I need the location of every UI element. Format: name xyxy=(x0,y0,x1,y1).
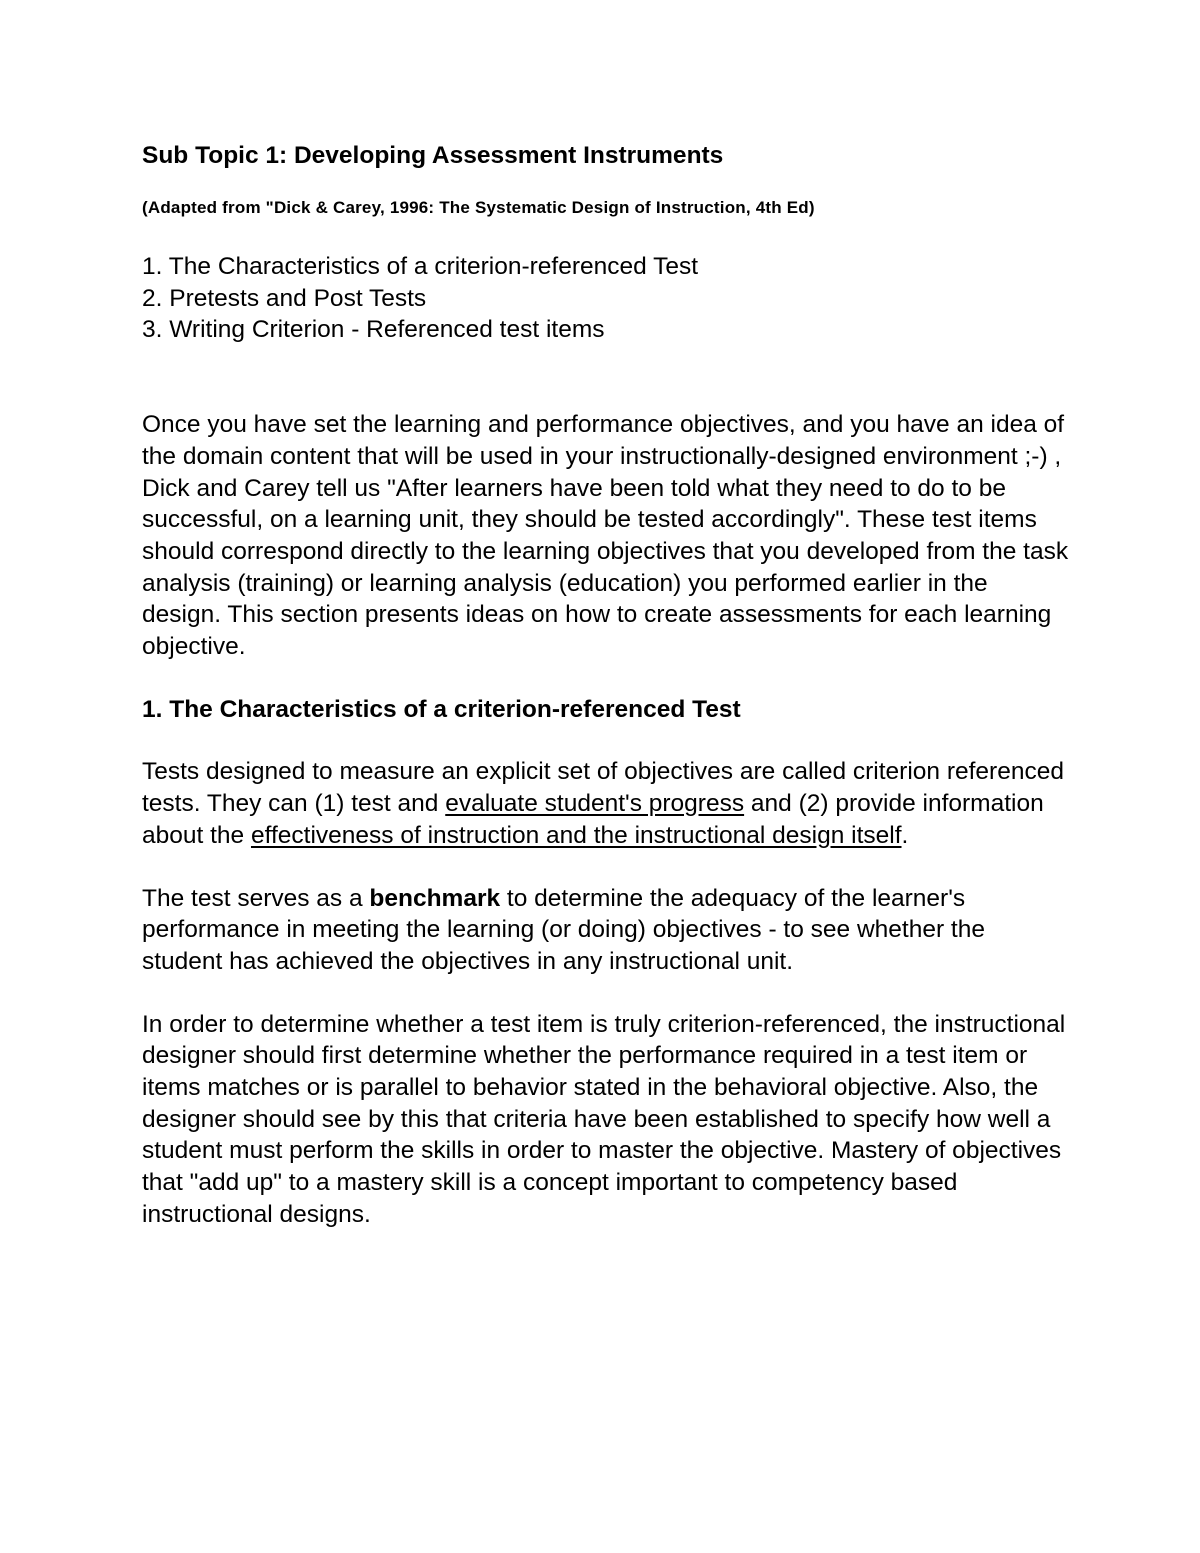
benchmark-term: benchmark xyxy=(369,884,501,912)
topic-list-item: 2. Pretests and Post Tests xyxy=(142,284,427,312)
paragraph-text: The test serves as a xyxy=(142,884,370,912)
evaluate-progress-phrase: evaluate student's progress xyxy=(445,790,745,818)
section-heading: 1. The Characteristics of a criterion-referenced Test xyxy=(142,695,741,723)
intro-paragraph: Once you have set the learning and performance objectives, and you have an idea of the domain content that will be used in your instructionally-designed environment ;-) , Dick and Carey tell us "After learners have been told what they need to do to be successful, on a learning unit, they should be tested accordingly". These test items should correspond directly to the learning objectives that you developed from the task analysis (training) or learning analysis (education) you performed earlier in the design. This section presents ideas on how to create assessments for each learning objective. xyxy=(142,411,1069,661)
criterion-referenced-paragraph: In order to determine whether a test item is truly criterion-referenced, the instructional designer should first determine whether the performance required in a test item or items matches or is parallel to behavior stated in the behavioral objective. Also, the designer should see by this that criteria have been established to specify how well a student must perform the skills in order to master the objective. Mastery of objectives that "add up" to a mastery skill is a concept important to competency based instructional designs. xyxy=(142,1010,1066,1228)
benchmark-paragraph xyxy=(142,883,1072,978)
topic-list xyxy=(142,251,1072,346)
paragraph-text: Tests designed to measure an explicit set of objectives are called criterion referenced tests. They can (1) test and xyxy=(142,758,1064,818)
paragraph-text: and (2) provide information about the xyxy=(142,790,1044,849)
criterion-tests-paragraph xyxy=(142,756,1072,851)
paragraph-text: . xyxy=(901,821,909,849)
effectiveness-phrase: effectiveness of instruction and the instructional design itself xyxy=(250,821,902,849)
source-citation: (Adapted from "Dick & Carey, 1996: The Systematic Design of Instruction, 4th Ed) xyxy=(142,198,815,217)
paragraph-text: to determine the adequacy of the learner's performance in meeting the learning (or doing) objectives - to see whether the student has achieved the objectives in any instructional unit. xyxy=(142,884,985,975)
topic-list-item: 1. The Characteristics of a criterion-referenced Test xyxy=(142,253,699,280)
document-page xyxy=(142,138,1072,1231)
document-title: Sub Topic 1: Developing Assessment Instruments xyxy=(142,142,724,169)
topic-list-item: 3. Writing Criterion - Referenced test items xyxy=(142,316,605,344)
